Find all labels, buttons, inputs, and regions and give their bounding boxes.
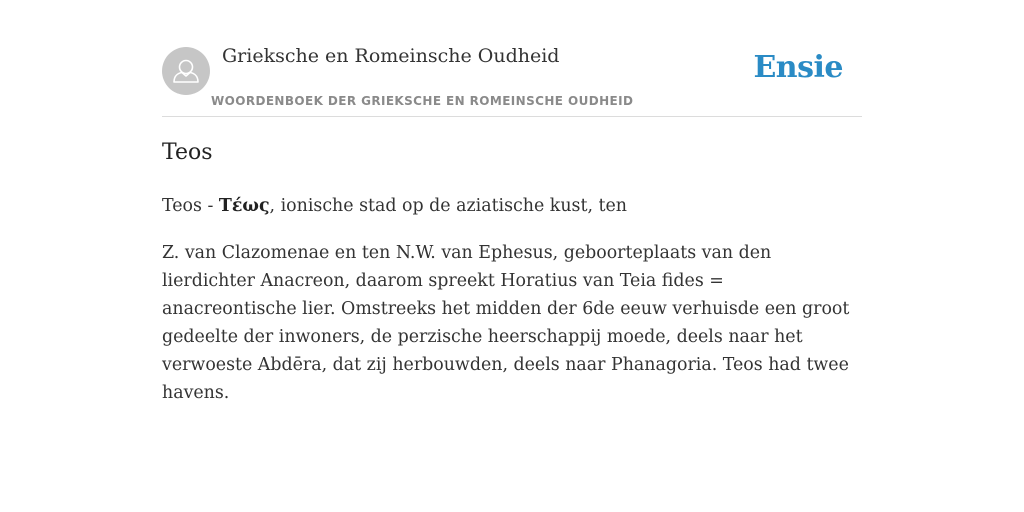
ensie-logo[interactable]: Ensie <box>753 50 843 85</box>
entry-body: Z. van Clazomenae en ten N.W. van Ephesus, geboorteplaats van den lierdichter Anacreon, daarom spreekt Horatius van Teia fides = anacreontische lier. Omstreeks het midden der 6de eeuw verhuisde een groot gedeelte der inwoners, de perzische heerschappij moede, deels naar het verwoeste Abdēra, dat zij herbouwden, deels naar Phanagoria. Teos had twee havens. <box>162 243 850 403</box>
entry-separator: - <box>201 196 219 216</box>
dictionary-subtitle[interactable]: WOORDENBOEK DER GRIEKSCHE EN ROMEINSCHE OUDHEID <box>211 94 634 108</box>
entry-term: Teos <box>162 196 202 216</box>
avatar[interactable] <box>162 47 210 95</box>
author-name[interactable]: Grieksche en Romeinsche Oudheid <box>222 45 560 67</box>
page-title: Teos <box>162 140 213 165</box>
entry-intro <box>162 192 862 220</box>
greek-term: Τέως <box>218 196 270 216</box>
header <box>162 40 862 117</box>
entry-intro-rest: , ionische stad op de aziatische kust, ten <box>269 196 627 216</box>
user-silhouette-icon <box>162 47 210 95</box>
